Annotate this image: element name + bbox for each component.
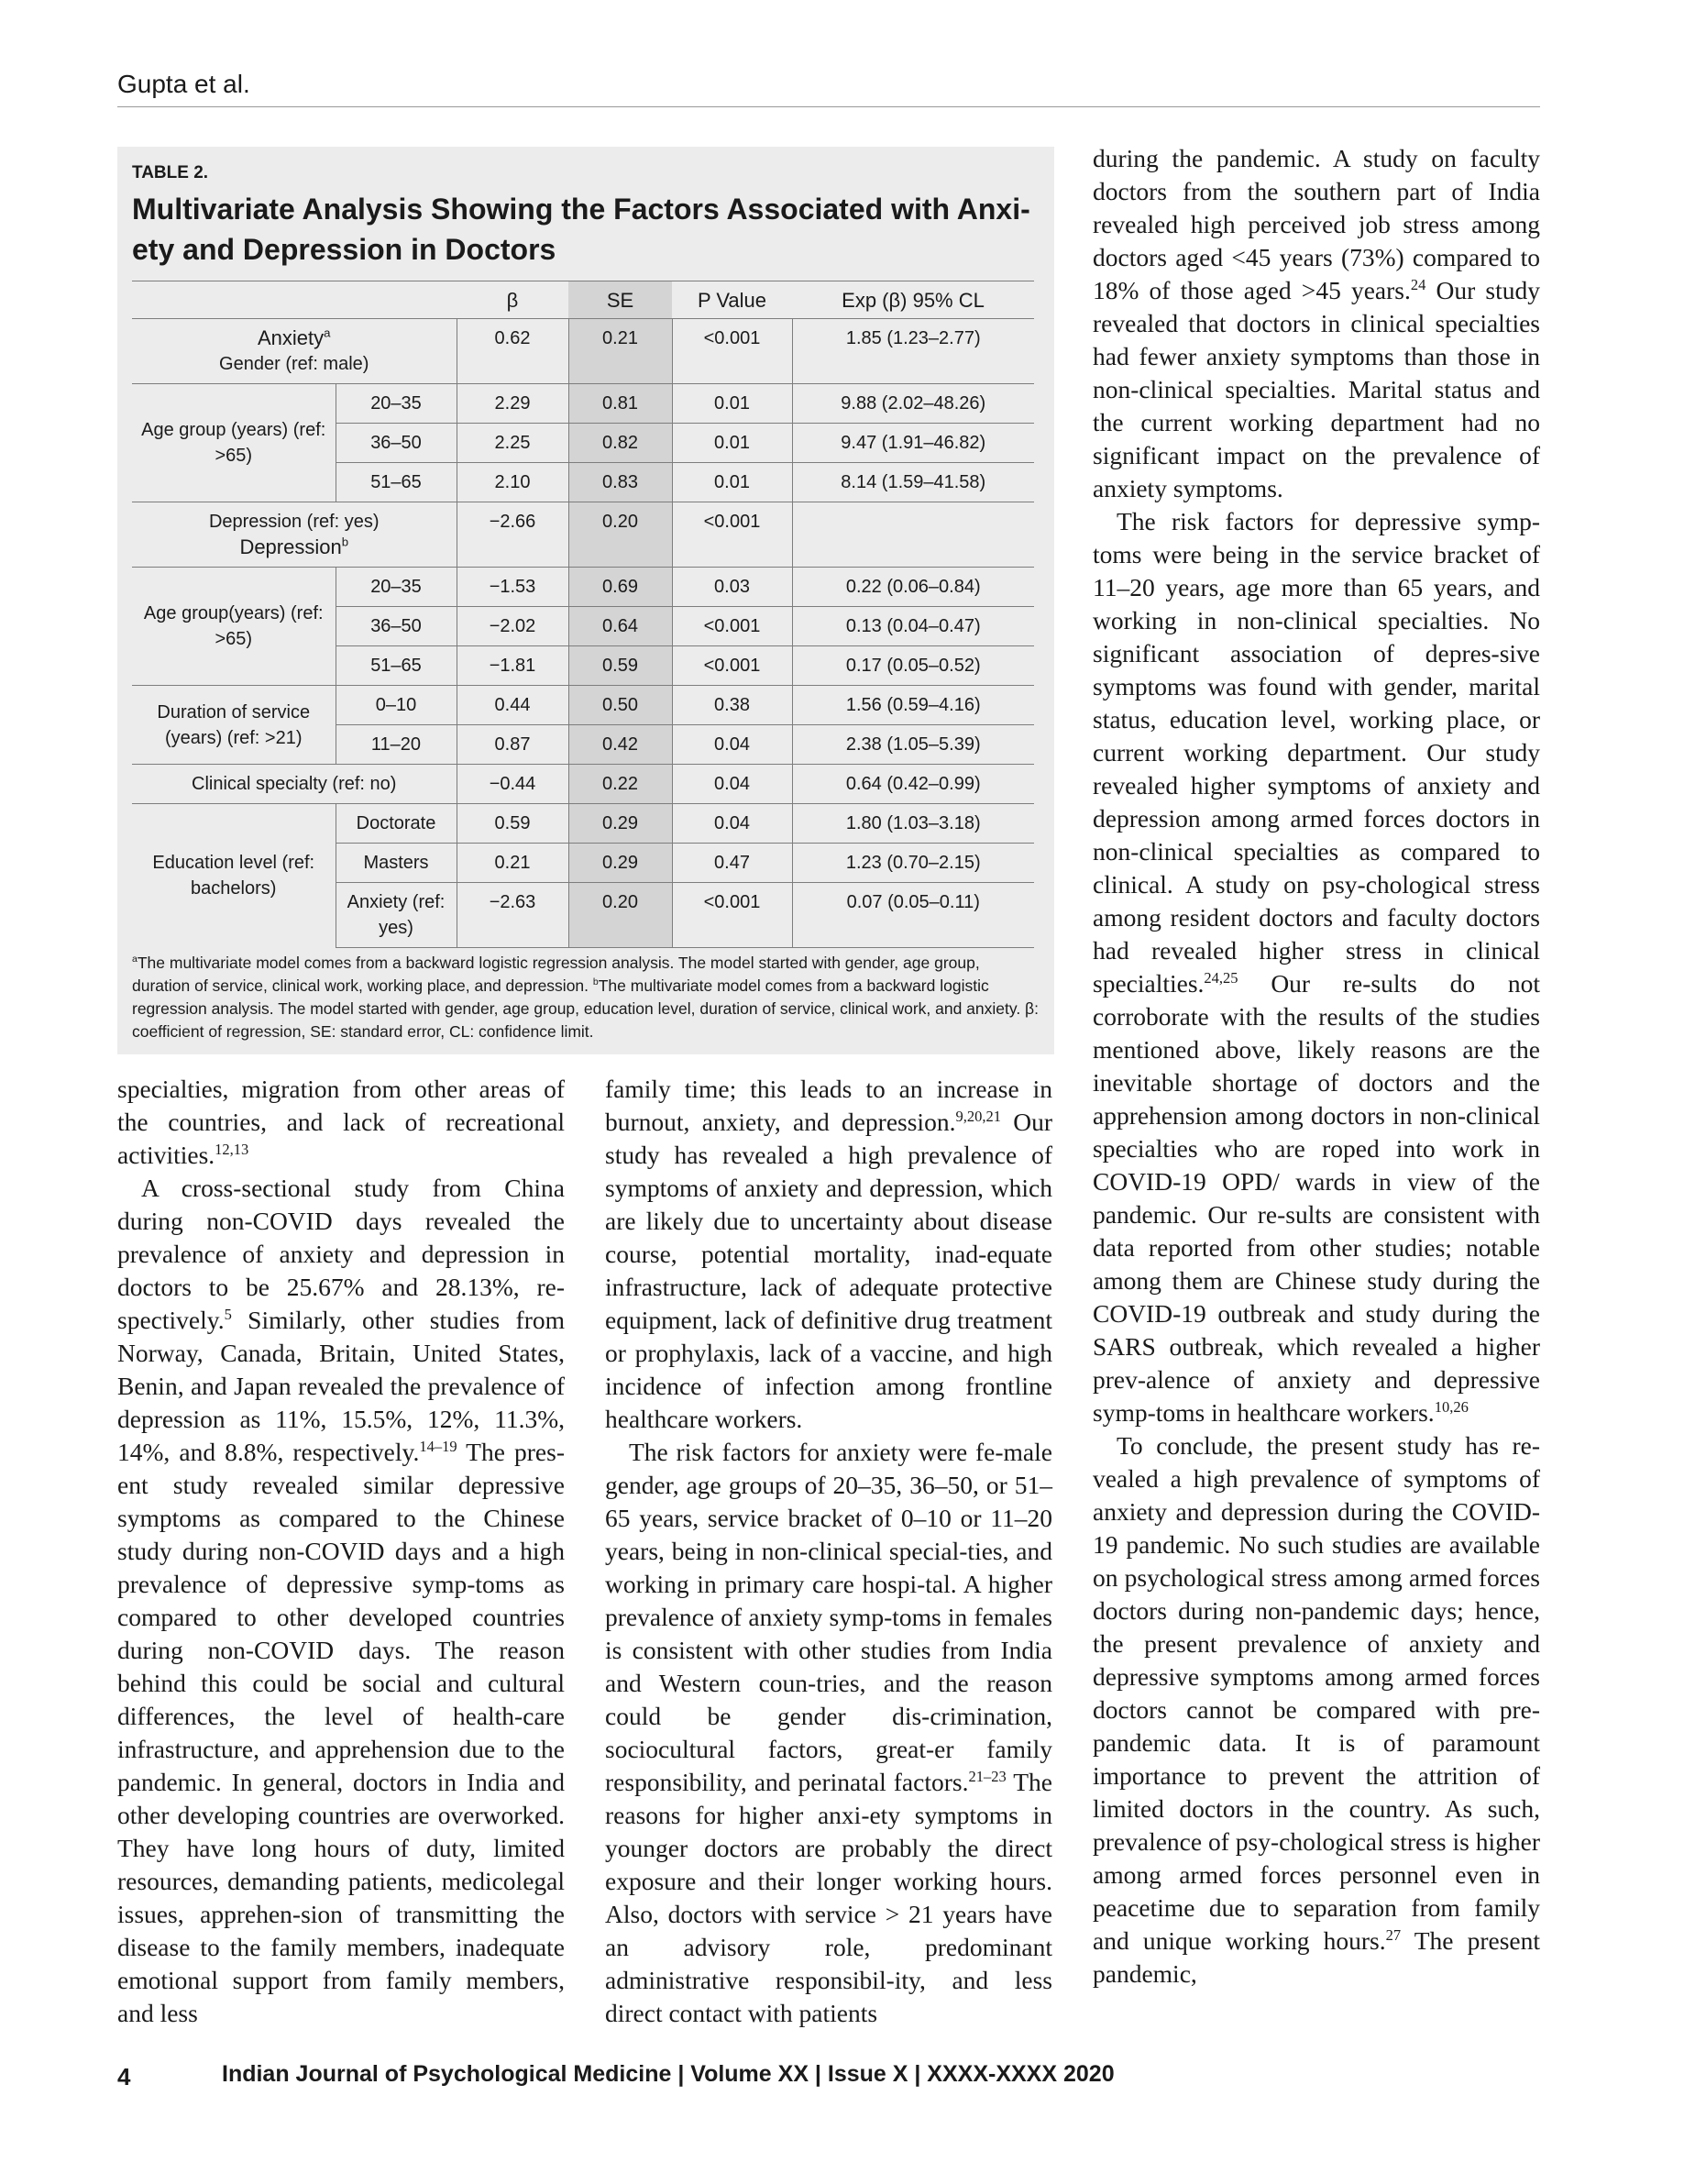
paragraph: [605, 1073, 1052, 1436]
cell-sub: Doctorate: [336, 804, 457, 844]
paragraph-text: Our re-sults do not corroborate with the results of the studies mentioned above, likely reasons are the inevitable shortage of doctors and the apprehension among doctors in non-clinical specialties who are roped into work in COVID-19 OPD/ wards in view of the pandemic. Our re-sults are consistent with data reported from other studies; notable among them are Chinese study during the COVID-19 outbreak and study during the SARS outbreak, which revealed a higher prev-alence of anxiety and depressive symp-toms in healthcare workers.: [1093, 969, 1540, 1427]
paragraph-text: during the pandemic. A study on faculty doctors from the southern part of India revealed high perceived job stress among doctors aged <45 years (73%) compared to 18% of those aged >45 years.: [1093, 144, 1540, 304]
paragraph: [117, 1172, 565, 2030]
paragraph-text: The risk factors for anxiety were fe-male gender, age groups of 20–35, 36–50, or 51–65 years, service bracket of 0–10 or 11–20 years, being in non-clinical special-ties, and working in primary care hospi-tal. A higher prevalence of anxiety symp-toms in females is consistent with other studies from India and Western coun-tries, and the reason could be gender dis-crimination, sociocultural factors, great-er family responsibility, and perinatal factors.: [605, 1438, 1052, 1796]
cell-beta: −0.44: [457, 765, 568, 804]
citation: 14–19: [419, 1437, 457, 1455]
footnote-b: The multivariate model comes from a backward logistic regression analysis. The model started with gender, age group, education level, duration of service, clinical work, and anxiety. β: coefficient of regression, SE: standard error, CL: confidence limit.: [132, 976, 1039, 1041]
cell-exp: 9.47 (1.91–46.82): [792, 424, 1034, 463]
paragraph-text: Our study revealed that doctors in clinical specialties had fewer anxiety symptoms than those in non-clinical specialties. Marital status and the current working department had no significant impact on the prevalence of anxiety symptoms.: [1093, 276, 1540, 502]
depression-heading-mark: b: [341, 535, 349, 549]
cell-beta: −2.63: [457, 883, 568, 948]
cell-exp: 0.13 (0.04–0.47): [792, 607, 1034, 646]
cell-se: 0.20: [568, 502, 672, 568]
cell-sub: 36–50: [336, 424, 457, 463]
citation: 24: [1410, 275, 1426, 293]
cell-beta: 0.21: [457, 844, 568, 883]
paragraph-text: specialties, migration from other areas of the countries, and lack of recreational activities.: [117, 1075, 565, 1169]
table-row-gender: [132, 319, 1034, 384]
gender-label: Gender (ref: male): [219, 354, 369, 374]
cell-p: 0.04: [672, 725, 792, 765]
table-row-depression-ref: [132, 502, 1034, 568]
cell-beta: 2.29: [457, 384, 568, 424]
row-group-education: Education level (ref: bachelors): [132, 804, 336, 948]
citation: 21–23: [968, 1767, 1007, 1785]
col-header-beta: β: [457, 281, 568, 319]
cell-exp: 0.64 (0.42–0.99): [792, 765, 1034, 804]
citation: 27: [1385, 1925, 1402, 1944]
cell-p: 0.04: [672, 804, 792, 844]
paragraph-text: A cross-sectional study from China during non-COVID days revealed the prevalence of anxiety and depression in doctors to be 25.67% and 28.13%, re-spectively.: [117, 1174, 565, 1334]
cell-se: 0.83: [568, 463, 672, 502]
footnote-mark-b: b: [592, 976, 599, 988]
cell-p: <0.001: [672, 883, 792, 948]
table-label: TABLE 2.: [132, 163, 209, 182]
citation: 10,26: [1434, 1397, 1469, 1416]
row-label-depression-ref: [132, 502, 457, 568]
table-footnote: [132, 952, 1040, 1043]
table-title: Multivariate Analysis Showing the Factors Associated with Anxi-ety and Depression in Doctors: [132, 193, 1030, 266]
cell-se: 0.42: [568, 725, 672, 765]
cell-exp: 0.17 (0.05–0.52): [792, 646, 1034, 686]
body-column-2: [605, 1073, 1052, 2030]
col-header-p: P Value: [672, 281, 792, 319]
cell-exp: 8.14 (1.59–41.58): [792, 463, 1034, 502]
paragraph-text: The reasons for higher anxi-ety symptoms in younger doctors are probably the direct exposure and their longer working hours. Also, doctors with service > 21 years have an advisory role, predominant administrative responsibil-ity, and less direct contact with patients: [605, 1768, 1052, 2027]
cell-sub: 51–65: [336, 646, 457, 686]
cell-se: 0.64: [568, 607, 672, 646]
cell-exp: 1.56 (0.59–4.16): [792, 686, 1034, 725]
cell-se: 0.50: [568, 686, 672, 725]
cell-sub: 20–35: [336, 568, 457, 607]
cell-se: 0.59: [568, 646, 672, 686]
cell-sub: 0–10: [336, 686, 457, 725]
paragraph-text: To conclude, the present study has re-vealed a high prevalence of symptoms of anxiety and depression during the COVID-19 pandemic. No such studies are available on psychological stress among armed forces doctors during non-pandemic days; hence, the present prevalence of anxiety and depressive symptoms among armed forces doctors cannot be compared with pre-pandemic data. It is of paramount importance to prevent the attrition of limited doctors in the country. As such, prevalence of psy-chological stress is higher among armed forces personnel even in peacetime due to separation from family and unique working hours.: [1093, 1431, 1540, 1955]
cell-se: 0.21: [568, 319, 672, 384]
anxiety-heading: Anxiety: [258, 326, 325, 349]
col-header-blank: [132, 281, 457, 319]
cell-exp: 0.22 (0.06–0.84): [792, 568, 1034, 607]
cell-se: 0.29: [568, 804, 672, 844]
cell-beta: −1.81: [457, 646, 568, 686]
body-column-3: [1093, 142, 1540, 1991]
header-rule: [117, 106, 1540, 107]
footnote-mark-a: a: [132, 954, 138, 965]
paragraph-text: The present pandemic,: [1093, 1926, 1540, 1988]
cell-exp: 1.80 (1.03–3.18): [792, 804, 1034, 844]
cell-exp: 1.23 (0.70–2.15): [792, 844, 1034, 883]
paragraph-text: Our study has revealed a high prevalence of symptoms of anxiety and depression, which are likely due to uncertainty about disease course, potential mortality, inad-equate infrastructure, lack of adequate protective equipment, lack of definitive drug treatment or prophylaxis, lack of a vaccine, and high incidence of infection among frontline healthcare workers.: [605, 1108, 1052, 1433]
col-header-exp: Exp (β) 95% CL: [792, 281, 1034, 319]
cell-beta: −2.66: [457, 502, 568, 568]
cell-beta: −2.02: [457, 607, 568, 646]
row-group-anx-age: Age group (years) (ref: >65): [132, 384, 336, 502]
paragraph: [1093, 142, 1540, 505]
row-label-clinical: Clinical specialty (ref: no): [132, 765, 457, 804]
cell-exp: 1.85 (1.23–2.77): [792, 319, 1034, 384]
cell-beta: 0.44: [457, 686, 568, 725]
depression-ref-label: Depression (ref: yes): [208, 512, 380, 532]
cell-sub: 36–50: [336, 607, 457, 646]
cell-p: 0.47: [672, 844, 792, 883]
row-label-gender: [132, 319, 457, 384]
journal-footer: Indian Journal of Psychological Medicine | Volume XX | Issue X | XXXX-XXXX 2020: [222, 2061, 1115, 2087]
paragraph: [117, 1073, 565, 1172]
cell-sub: 20–35: [336, 384, 457, 424]
cell-sub: Anxiety (ref: yes): [336, 883, 457, 948]
cell-beta: 0.62: [457, 319, 568, 384]
cell-beta: −1.53: [457, 568, 568, 607]
row-group-service: Duration of service (years) (ref: >21): [132, 686, 336, 765]
cell-se: 0.20: [568, 883, 672, 948]
cell-p: <0.001: [672, 319, 792, 384]
cell-se: 0.82: [568, 424, 672, 463]
cell-exp: [792, 502, 1034, 568]
cell-se: 0.22: [568, 765, 672, 804]
cell-p: 0.01: [672, 424, 792, 463]
table-row-clinical: [132, 765, 1034, 804]
paragraph-text: The pres-ent study revealed similar depressive symptoms as compared to the Chinese study during non-COVID days and a high prevalence of depressive symp-toms as compared to other developed countries during non-COVID days. The reason behind this could be social and cultural differences, the level of health-care infrastructure, and apprehension due to the pandemic. In general, doctors in India and other developing countries are overworked. They have long hours of duty, limited resources, demanding patients, medicolegal issues, apprehen-sion of transmitting the disease to the family members, inadequate emotional support from family members, and less: [117, 1438, 565, 2027]
cell-se: 0.29: [568, 844, 672, 883]
body-column-1: [117, 1073, 565, 2030]
cell-p: <0.001: [672, 646, 792, 686]
table-header-row: [132, 281, 1034, 319]
anxiety-heading-mark: a: [324, 325, 331, 340]
paragraph-text: family time; this leads to an increase in burnout, anxiety, and depression.: [605, 1075, 1052, 1136]
table-row: [132, 804, 1034, 844]
cell-p: 0.01: [672, 463, 792, 502]
paragraph: [1093, 1429, 1540, 1991]
citation: 24,25: [1204, 968, 1238, 987]
running-head: Gupta et al.: [117, 70, 250, 98]
paragraph-text: Similarly, other studies from Norway, Canada, Britain, United States, Benin, and Japan revealed the prevalence of depression as 11%, 15.5%, 12%, 11.3%, 14%, and 8.8%, respectively.: [117, 1306, 565, 1466]
citation: 12,13: [215, 1140, 249, 1158]
cell-beta: 0.87: [457, 725, 568, 765]
results-table: [132, 281, 1034, 948]
cell-p: 0.03: [672, 568, 792, 607]
paragraph: [1093, 505, 1540, 1429]
footnote-a: The multivariate model comes from a backward logistic regression analysis. The model started with gender, age group, duration of service, clinical work, working place, and depression.: [132, 954, 980, 995]
col-header-se: SE: [568, 281, 672, 319]
cell-sub: 11–20: [336, 725, 457, 765]
cell-p: 0.01: [672, 384, 792, 424]
table-row: [132, 384, 1034, 424]
depression-heading: Depression: [239, 535, 342, 558]
cell-se: 0.69: [568, 568, 672, 607]
cell-p: 0.04: [672, 765, 792, 804]
citation: 5: [224, 1305, 232, 1323]
cell-exp: 0.07 (0.05–0.11): [792, 883, 1034, 948]
table-2-box: [117, 147, 1054, 1054]
cell-beta: 0.59: [457, 804, 568, 844]
table-row: [132, 568, 1034, 607]
cell-se: 0.81: [568, 384, 672, 424]
cell-sub: Masters: [336, 844, 457, 883]
citation: 9,20,21: [955, 1107, 1001, 1125]
row-group-dep-age: Age group(years) (ref: >65): [132, 568, 336, 686]
cell-exp: 9.88 (2.02–48.26): [792, 384, 1034, 424]
table-row: [132, 686, 1034, 725]
paragraph-text: The risk factors for depressive symp-toms were being in the service bracket of 11–20 years, age more than 65 years, and working in non-clinical specialties. No significant association of depres-sive symptoms was found with gender, marital status, education level, working place, or current working department. Our study revealed higher symptoms of anxiety and depression among armed forces doctors in non-clinical specialties as compared to clinical. A study on psy-chological stress among resident doctors and faculty doctors had revealed higher stress in clinical specialties.: [1093, 507, 1540, 998]
cell-p: <0.001: [672, 607, 792, 646]
cell-p: 0.38: [672, 686, 792, 725]
cell-beta: 2.25: [457, 424, 568, 463]
cell-beta: 2.10: [457, 463, 568, 502]
cell-exp: 2.38 (1.05–5.39): [792, 725, 1034, 765]
cell-p: <0.001: [672, 502, 792, 568]
cell-sub: 51–65: [336, 463, 457, 502]
page-number: 4: [117, 2063, 131, 2090]
paragraph: [605, 1436, 1052, 2030]
